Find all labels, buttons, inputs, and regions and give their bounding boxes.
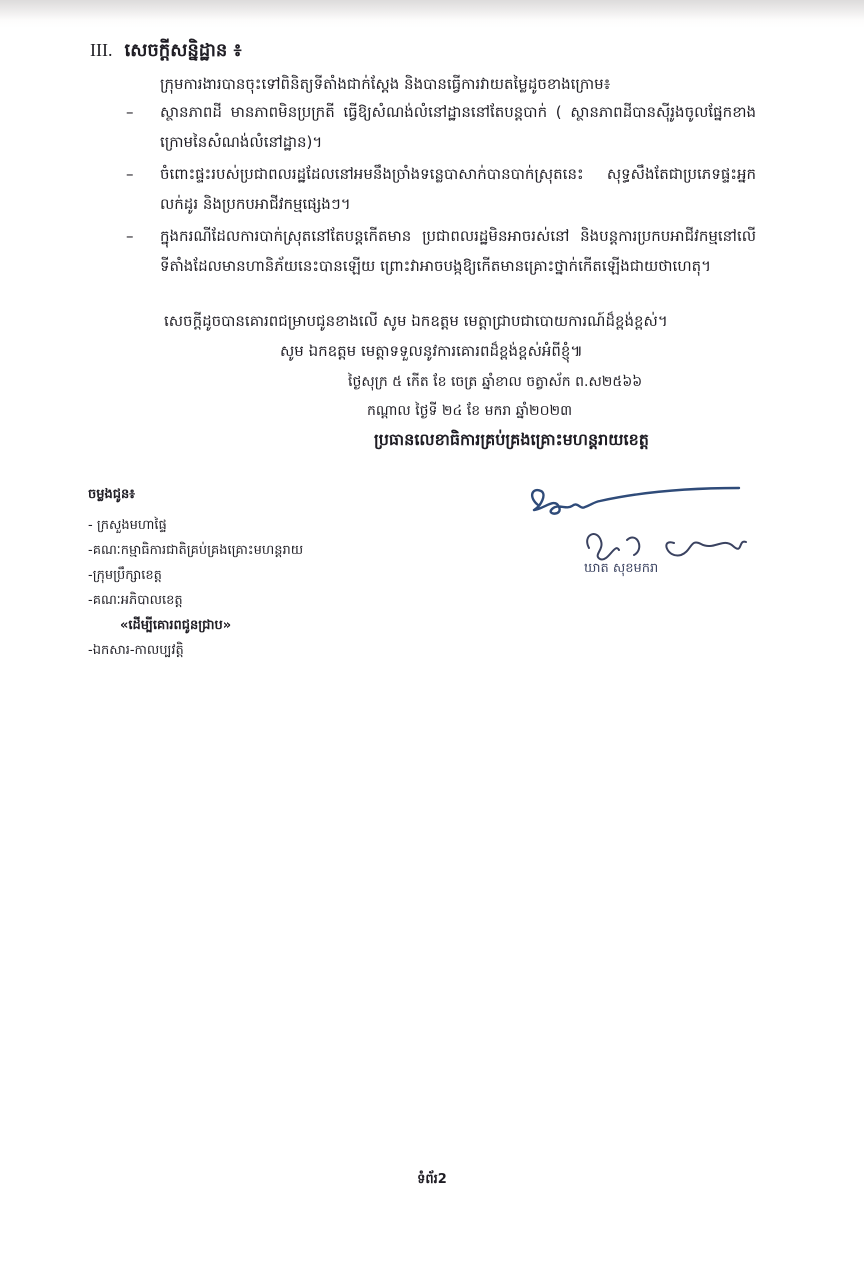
copy-to-item: -គណៈកម្មាធិការជាតិគ្រប់គ្រងគ្រោះមហន្តរាយ — [88, 543, 304, 558]
bullet-item — [126, 160, 758, 219]
copy-to-purpose: «ដើម្បីគោរពជូនជ្រាប» — [120, 618, 232, 633]
lunar-date: ថ្ងៃសុក្រ ៥ កើត ខែ ចេត្រ ឆ្នាំខាល ចត្វាស័ក ព.ស២៥៦៦ — [348, 374, 643, 390]
bullet-text: ស្ថានភាពដី មានភាពមិនប្រក្រតី ធ្វើឱ្យសំណង់លំនៅដ្ឋាននៅតែបន្តបាក់ ( ស្ថានភាពដីបានស៊ីរូងចូលផ្នែកខាងក្រោមនៃសំណង់លំនៅដ្ឋាន)។ — [160, 103, 756, 151]
copy-to-list — [88, 513, 388, 663]
signature-name: ឃាត សុខមករា — [584, 561, 659, 576]
bullet-item — [126, 98, 758, 157]
section-number: III. — [90, 40, 113, 60]
intro-paragraph: ក្រុមការងារបានចុះទៅពិនិត្យទីតាំងជាក់ស្តែង និងបានធ្វើការវាយតម្លៃដូចខាងក្រោម៖ — [160, 75, 611, 93]
bullet-dash: – — [126, 227, 134, 245]
page-number: ទំព័រ2 — [417, 1172, 447, 1187]
copy-to-item: -គណៈអភិបាលខេត្ត — [88, 593, 183, 608]
section-title: សេចក្តីសន្និដ្ឋាន ៖ — [124, 40, 242, 61]
signer-title: ប្រធានលេខាធិការគ្រប់គ្រងគ្រោះមហន្តរាយខេត្ត — [374, 430, 649, 449]
scan-shadow — [0, 0, 864, 20]
bullet-dash: – — [126, 103, 134, 121]
copy-to-item: -ក្រុមប្រឹក្សាខេត្ត — [88, 568, 162, 583]
section-heading — [90, 38, 242, 65]
handwritten-signature — [524, 479, 754, 577]
copy-distribution — [88, 486, 388, 663]
bullet-text: ក្នុងករណីដែលការបាក់ស្រុតនៅតែបន្តកើតមាន ប្រជាពលរដ្ឋមិនអាចរស់នៅ និងបន្តការប្រកបអាជីវកម្មនៅលើទីតាំងដែលមានហានិភ័យនេះបានឡើយ ព្រោះវាអាចបង្កឱ្យកើតមានគ្រោះថ្នាក់កើតឡើងជាយថាហេតុ។ — [160, 227, 756, 275]
copy-to-item: -ឯកសារ-កាលប្បវត្តិ — [88, 643, 184, 658]
closing-line-1: សេចក្តីដូចបានគោរពជម្រាបជូនខាងលើ សូម ឯកឧត្តម មេត្តាជ្រាបជាបោយការណ៍ដ៏ខ្ពង់ខ្ពស់។ — [164, 312, 668, 330]
closing-line-2: សូម ឯកឧត្តម មេត្តាទទួលនូវការគោរពដ៏ខ្ពង់ខ្ពស់អំពីខ្ញុំ៕ — [280, 342, 583, 360]
bullet-item — [126, 222, 758, 281]
bullet-dash: – — [126, 165, 134, 183]
bullet-text: ចំពោះផ្ទះរបស់ប្រជាពលរដ្ឋដែលនៅអមនឹងច្រាំងទន្លេបាសាក់បានបាក់ស្រុតនេះ សុទ្ធសឹងតែជាប្រភេទផ្ទះអ្នកលក់ដូរ និងប្រកបអាជីវកម្មផ្សេងៗ។ — [160, 165, 756, 213]
bullet-list — [126, 98, 758, 284]
copy-to-item: - ក្រសួងមហាផ្ទៃ — [88, 518, 167, 533]
copy-to-title: ចម្លងជូន៖ — [88, 487, 135, 502]
gregorian-date: កណ្តាល ថ្ងៃទី ២៤ ខែ មករា ឆ្នាំ២០២៣ — [367, 403, 573, 419]
